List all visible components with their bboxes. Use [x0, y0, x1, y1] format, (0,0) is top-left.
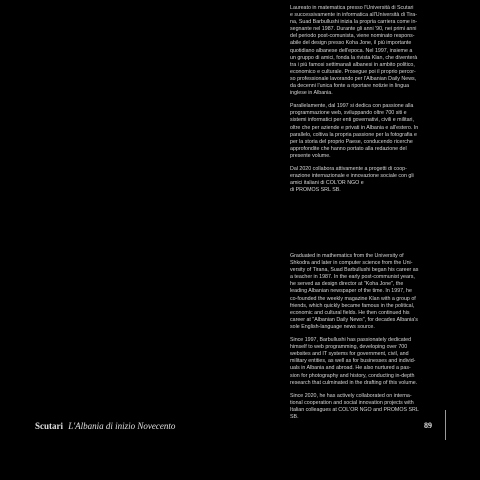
page-number: 89 [424, 421, 432, 430]
footer-brand: Scutari [35, 421, 63, 431]
italian-paragraph-3: Dal 2020 collabora attivamente a progetti di coop- erazione internazionale e innovazione sociale con gli amici italiani di COL'OR NGO e di PROMOS SRL SB. [290, 165, 414, 194]
italian-paragraph-2: Parallelamente, dal 1997 si dedica con passione alla programmazione web, sviluppando oltre 700 siti e sistemi informatici per enti governativi, civili e militari, oltre che per aziende e privati in Albania e all'estero. In parallelo, coltiva la propria passione per la fotografia e per la storia del proprio Paese, conducendo ricerche approfondite che hanno portato alla redazione del presente volume. [290, 103, 419, 159]
italian-paragraph-1: Laureato in matematica presso l'Università di Scutari e successivamente in informatica all'Università di Tira- na, Suad Barbullushi inizia la propria carriera come in- segnante nel 1987. Durante gli anni '90, nei primi anni del periodo post-comunista, viene nominato respons- abile del design presso Koha Jone, il più importante quotidiano albanese dell'epoca. Nel 1997, insieme a un gruppo di amici, fonda la rivista Klan, che diventerà tra i più famosi settimanali albanesi in ambito politico, economico e culturale. Prosegue poi il proprio percor- so professionale lavorando per l'Albanian Daily News, da decenni l'unica fonte a riportare notizie in lingua inglese in Albania. [290, 5, 418, 97]
italian-biography [290, 5, 450, 200]
english-paragraph-1: Graduated in mathematics from the University of Shkodra and later in computer science from the Uni- versity of Tirana, Suad Barbullushi began his career as a teacher in 1987. In the early post-communist years, he served as design director at "Koha Jone", the leading Albanian newspaper of the time. In 1997, he co-founded the weekly magazine Klan with a group of friends, which quickly became famous in the political, economic and cultural fields. He then continued his career at "Albanian Daily News", for decades Albania's sole English-language news source. [290, 253, 419, 330]
english-paragraph-3: Since 2020, he has actively collaborated on interna- tional cooperation and social innovation projects with Italian colleagues at COL'OR NGO and PROMOS SRL SB. [290, 392, 419, 420]
english-biography [290, 253, 450, 427]
english-paragraph-2: Since 1997, Barbullushi has passionately dedicated himself to web programming, developing over 700 websites and IT systems for government, civil, and military entities, as well as for businesses and individ- uals in Albania and abroad. He also nurtured a pas- sion for photography and history, conducting in-depth research that culminated in the drafting of this volume. [290, 337, 418, 386]
running-footer [35, 421, 175, 431]
footer-subtitle: L'Albania di inizio Novecento [68, 421, 176, 431]
footer-divider [445, 410, 446, 440]
